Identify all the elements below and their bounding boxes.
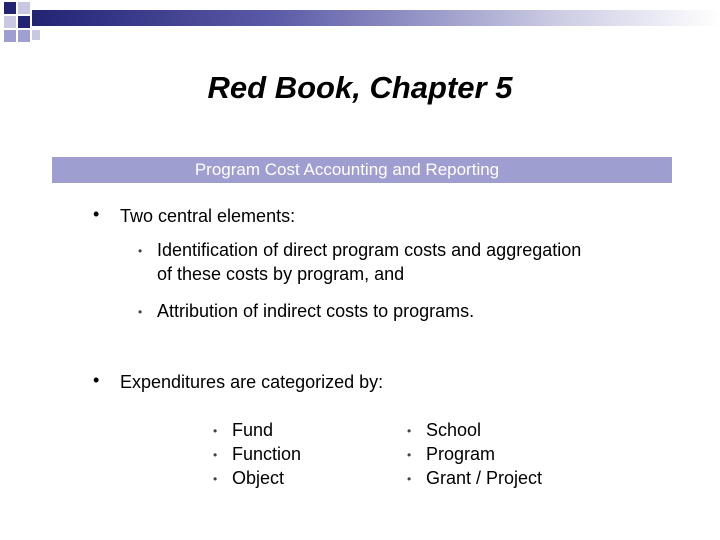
- category-school: School: [426, 420, 482, 440]
- category-object: Object: [232, 468, 285, 488]
- sub-bullet-dot-icon: •: [407, 472, 412, 486]
- bullet-dot-icon: •: [93, 370, 100, 390]
- sub-bullet-dot-icon: •: [213, 448, 218, 462]
- sub-bullet-item: Identification of direct program costs and aggregation: [157, 240, 582, 260]
- sub-bullet-item-continued: of these costs by program, and: [157, 264, 405, 284]
- subtitle-banner-text: Program Cost Accounting and Reporting: [194, 160, 500, 179]
- sub-bullet-dot-icon: •: [213, 472, 218, 486]
- sub-bullet-dot-icon: •: [407, 448, 412, 462]
- sub-bullet-dot-icon: •: [138, 244, 143, 258]
- category-program: Program: [426, 444, 496, 464]
- subtitle-banner: [52, 157, 672, 183]
- header-gradient-bar: [32, 10, 720, 26]
- header-decoration: [0, 0, 720, 60]
- slide-title: Red Book, Chapter 5: [207, 70, 513, 105]
- deco-square: [4, 16, 16, 28]
- bullet-item: Two central elements:: [120, 206, 296, 226]
- deco-square: [32, 30, 40, 40]
- category-function: Function: [232, 444, 302, 464]
- deco-square: [18, 30, 30, 42]
- deco-square: [18, 16, 30, 28]
- sub-bullet-item: Attribution of indirect costs to programs.: [157, 301, 475, 321]
- sub-bullet-dot-icon: •: [407, 424, 412, 438]
- bullet-item: Expenditures are categorized by:: [120, 372, 384, 392]
- deco-square: [4, 2, 16, 14]
- sub-bullet-dot-icon: •: [213, 424, 218, 438]
- deco-square: [18, 2, 30, 14]
- deco-square: [4, 30, 16, 42]
- category-grant-project: Grant / Project: [426, 468, 543, 488]
- bullet-dot-icon: •: [93, 204, 100, 224]
- category-fund: Fund: [232, 420, 274, 440]
- sub-bullet-dot-icon: •: [138, 305, 143, 319]
